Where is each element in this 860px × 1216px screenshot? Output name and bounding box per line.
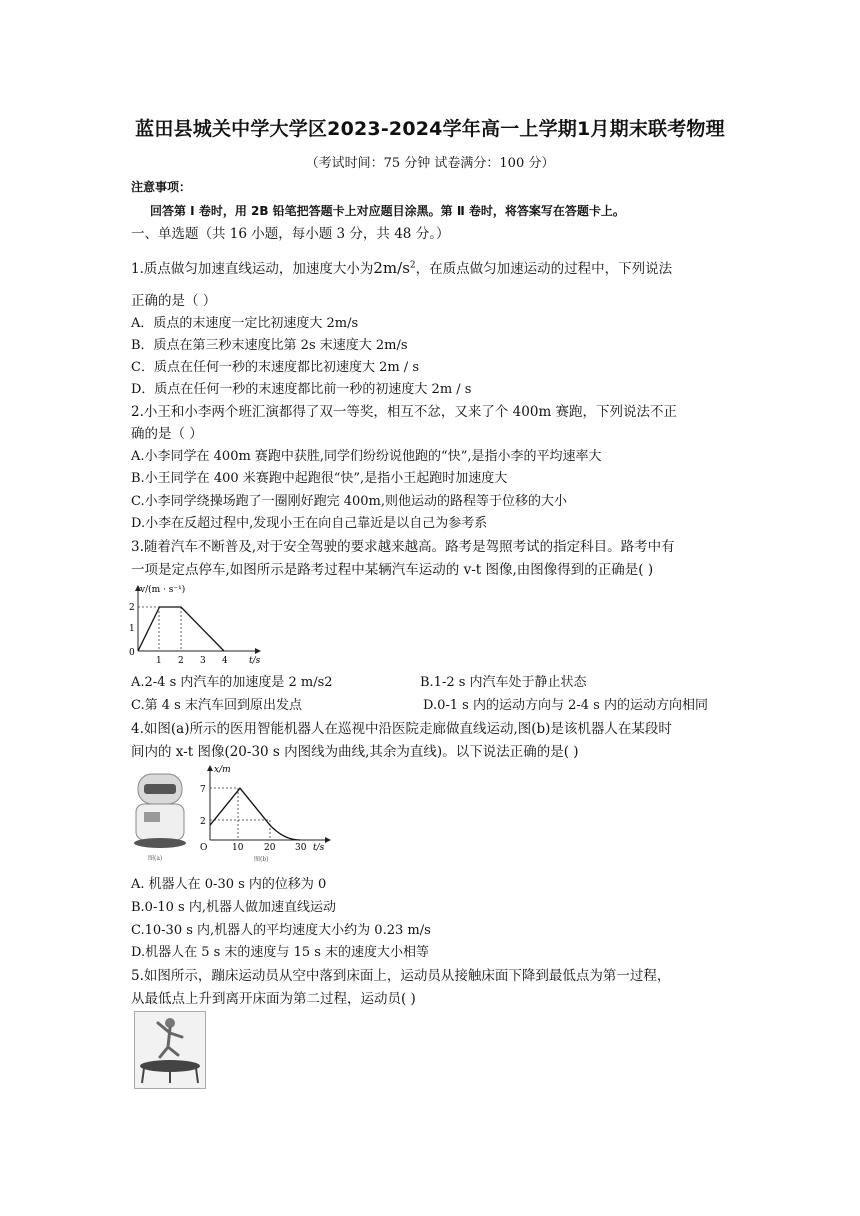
- q3-xtick-3: 3: [200, 656, 206, 666]
- q4-robot-figure: [126, 768, 196, 863]
- q4-ylabel: x/m: [214, 765, 231, 775]
- q5-stem-line-1: 5.如图所示，蹦床运动员从空中落到床面上，运动员从接触床面下降到最低点为第一过程，: [131, 968, 671, 984]
- trampoline-bed-shape: [140, 1060, 200, 1072]
- q4-caption-a: 图(a): [148, 855, 163, 862]
- q2-option-a: A.小李同学在 400m 赛跑中获胜,同学们纷纷说他跑的“快”,是指小李的平均速率大: [131, 449, 602, 464]
- q3-stem-line-2: 一项是定点停车,如图所示是路考过程中某辆汽车运动的 v-t 图像,由图像得到的正确是( ): [131, 562, 654, 578]
- q2-stem-line-1: 2.小王和小李两个班汇演都得了双一等奖，相互不忿，又来了个 400m 赛跑，下列说法不正: [131, 404, 678, 420]
- q1-stem-line-2: 正确的是（ ）: [131, 293, 217, 309]
- q4-xtick-10: 10: [232, 843, 244, 853]
- q2-stem-line-2: 确的是（ ）: [131, 426, 203, 442]
- q4-xtick-20: 20: [264, 843, 276, 853]
- q3-stem-line-1: 3.随着汽车不断普及,对于安全驾驶的要求越来越高。路考是驾照考试的指定科目。路考中有: [131, 539, 675, 555]
- section-heading: 一、单选题（共 16 小题，每小题 3 分，共 48 分。）: [131, 226, 450, 242]
- q1-option-b: B．质点在第三秒末速度比第 2s 末速度大 2m/s: [131, 338, 408, 353]
- q1-option-c: C．质点在任何一秒的末速度都比初速度大 2m / s: [131, 360, 419, 375]
- q4-xtick-30: 30: [295, 843, 307, 853]
- q2-option-d: D.小李在反超过程中,发现小王在向自己靠近是以自己为参考系: [131, 516, 488, 531]
- notice-text: 回答第 Ⅰ 卷时，用 2B 铅笔把答题卡上对应题目涂黑。第 Ⅱ 卷时，将答案写在答题卡上。: [150, 204, 625, 218]
- exam-info: （考试时间：75 分钟 试卷满分：100 分）: [305, 156, 555, 171]
- q3-ytick-1: 1: [129, 624, 135, 634]
- q4-option-c: C.10-30 s 内,机器人的平均速度大小约为 0.23 m/s: [131, 923, 431, 938]
- q4-ytick-2: 2: [200, 817, 206, 827]
- q4-option-a: A. 机器人在 0-30 s 内的位移为 0: [131, 877, 327, 892]
- q1-stem-a: 1.质点做匀加速直线运动，加速度大小为: [131, 261, 374, 277]
- q3-option-b: B.1-2 s 内汽车处于静止状态: [420, 675, 587, 690]
- q3-xtick-1: 1: [156, 656, 162, 666]
- q5-trampoline-photo: [134, 1011, 206, 1089]
- q3-vt-graph: [126, 580, 266, 666]
- q3-xtick-4: 4: [222, 656, 228, 666]
- q3-ytick-2: 2: [129, 603, 135, 613]
- q4-xt-line: [210, 788, 300, 840]
- q1-accel-exp: 2: [409, 260, 416, 271]
- robot-visor-shape: [144, 784, 176, 794]
- q4-stem-line-2: 间内的 x-t 图像(20-30 s 内图线为曲线,其余为直线)。以下说法正确的是( ): [131, 744, 579, 760]
- q4-option-d: D.机器人在 5 s 末的速度与 15 s 末的速度大小相等: [131, 945, 430, 960]
- q4-xt-graph: [196, 760, 336, 864]
- q3-xlabel: t/s: [249, 656, 261, 666]
- q3-option-a: A.2-4 s 内汽车的加速度是 2 m/s2: [131, 675, 333, 690]
- page-title: 蓝田县城关中学大学区2023-2024学年高一上学期1月期末联考物理: [135, 118, 725, 140]
- q3-option-d: D.0-1 s 内的运动方向与 2-4 s 内的运动方向相同: [423, 698, 708, 713]
- q4-caption-b: 图(b): [254, 856, 269, 863]
- q3-ylabel: v/(m · s⁻¹): [140, 585, 186, 595]
- q3-option-c: C.第 4 s 末汽车回到原出发点: [131, 698, 302, 713]
- q4-ytick-7: 7: [200, 785, 206, 795]
- q4-option-b: B.0-10 s 内,机器人做加速直线运动: [131, 900, 336, 915]
- q2-option-c: C.小李同学绕操场跑了一圈刚好跑完 400m,则他运动的路程等于位移的大小: [131, 494, 568, 509]
- q1-option-a: A．质点的末速度一定比初速度大 2m/s: [131, 316, 359, 331]
- q4-origin: O: [200, 843, 208, 853]
- q2-option-b: B.小王同学在 400 米赛跑中起跑很“快”,是指小王起跑时加速度大: [131, 471, 508, 486]
- q1-accel: 2m/s: [373, 259, 410, 277]
- athlete-head-shape: [165, 1018, 175, 1028]
- q1-option-d: D．质点在任何一秒的末速度都比前一秒的初速度大 2m / s: [131, 382, 472, 397]
- notice-heading: 注意事项：: [131, 180, 192, 194]
- q3-xtick-2: 2: [178, 656, 184, 666]
- q1-stem-line-1: [131, 257, 672, 277]
- q1-stem-b: ，在质点做匀加速运动的过程中，下列说法: [415, 261, 673, 277]
- robot-base-shape: [134, 838, 186, 848]
- q4-stem-line-1: 4.如图(a)所示的医用智能机器人在巡视中沿医院走廊做直线运动,图(b)是该机器人在某段时: [131, 721, 672, 737]
- robot-panel-shape: [144, 812, 160, 822]
- q5-stem-line-2: 从最低点上升到离开床面为第二过程，运动员( ): [131, 991, 416, 1007]
- q4-xlabel: t/s: [313, 843, 325, 853]
- q3-origin: 0: [129, 648, 135, 658]
